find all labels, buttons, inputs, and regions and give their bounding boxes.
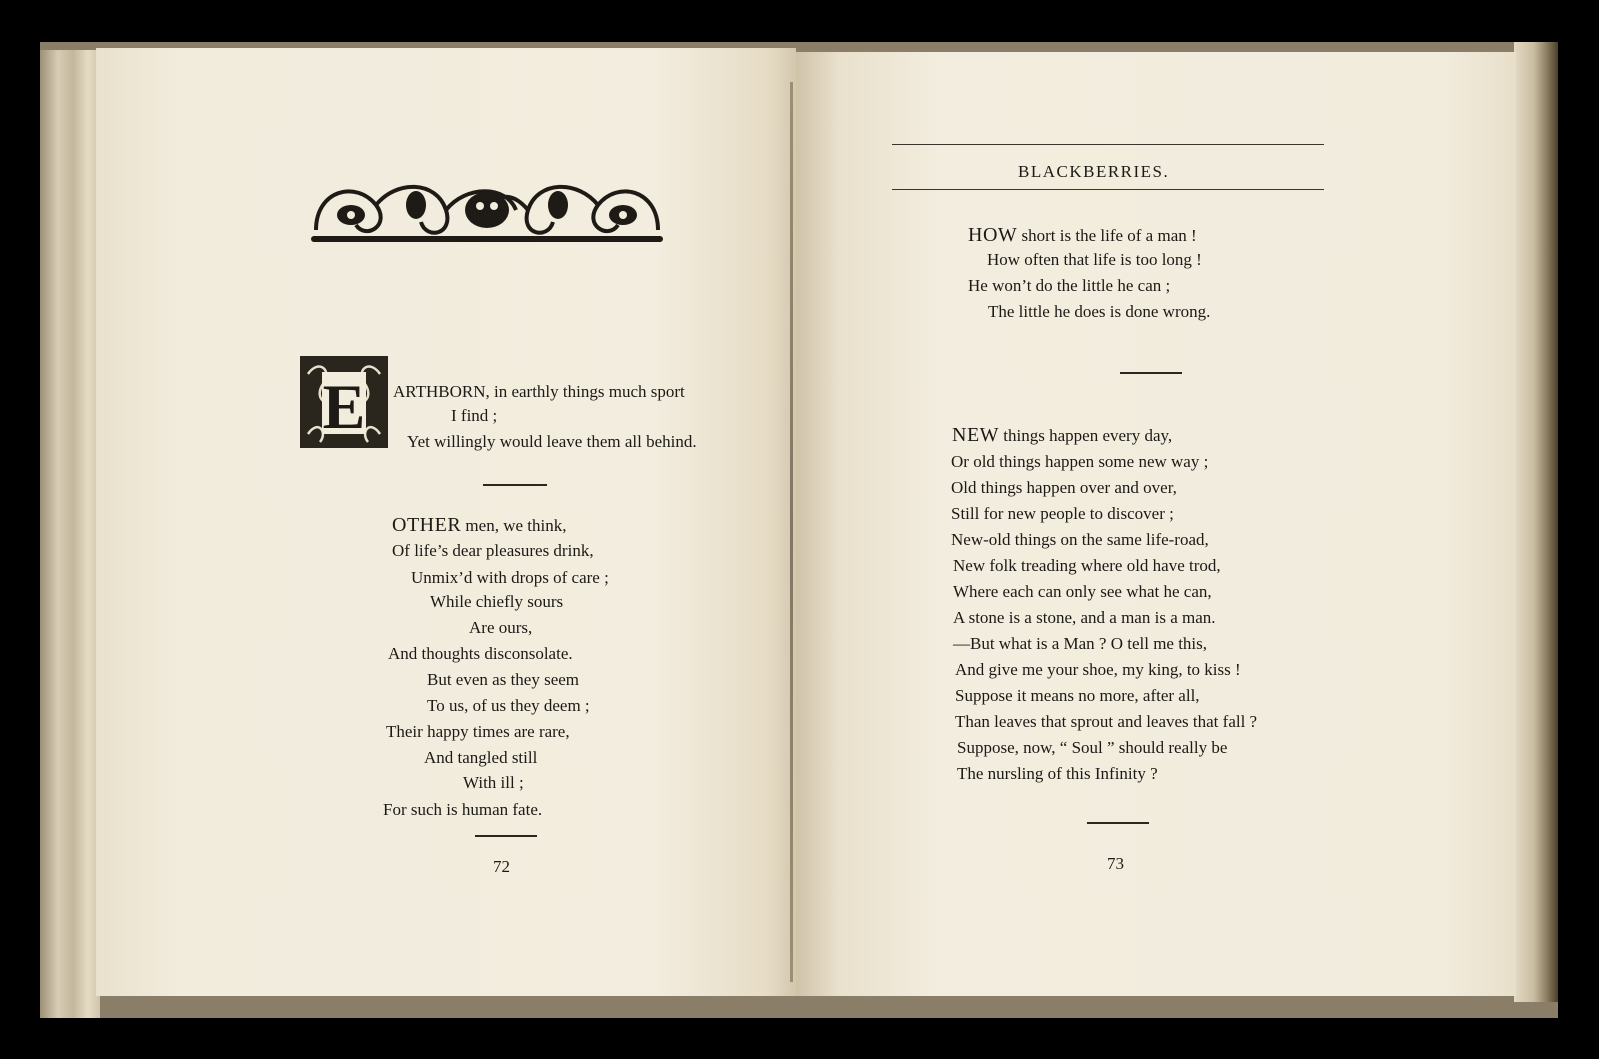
small-caps-word: HOW <box>968 224 1018 246</box>
poem-line: New-old things on the same life-road, <box>951 530 1209 549</box>
poem-line <box>952 424 1172 447</box>
left-page <box>96 48 796 996</box>
poem-line: Where each can only see what he can, <box>953 582 1212 601</box>
poem-line: Or old things happen some new way ; <box>951 452 1209 471</box>
left-page-edges <box>40 50 100 1018</box>
dropcap-letter: E <box>322 371 366 442</box>
poem-line <box>968 224 1197 247</box>
poem-line: He won’t do the little he can ; <box>968 276 1171 295</box>
header-rule-bottom <box>892 189 1324 190</box>
poem-line: Suppose, now, “ Soul ” should really be <box>957 738 1228 757</box>
poem-line: And thoughts disconsolate. <box>388 644 573 663</box>
poem-line: For such is human fate. <box>383 800 543 819</box>
poem-line: And give me your shoe, my king, to kiss ! <box>955 660 1241 679</box>
poem-line: But even as they seem <box>427 670 580 689</box>
section-divider <box>483 484 547 486</box>
running-head: BLACKBERRIES. <box>1018 162 1170 181</box>
right-page-edges <box>1514 42 1558 1002</box>
poem-line: New folk treading where old have trod, <box>953 556 1221 575</box>
poem-line: Still for new people to discover ; <box>951 504 1174 523</box>
small-caps-word: OTHER <box>392 514 462 536</box>
header-rule-top <box>892 144 1324 145</box>
poem-line: And tangled still <box>424 748 538 767</box>
page-number: 72 <box>493 857 510 876</box>
poem-line: The little he does is done wrong. <box>988 302 1211 321</box>
poem-line: Yet willingly would leave them all behind. <box>407 432 697 451</box>
gutter <box>790 82 793 982</box>
poem-line: Than leaves that sprout and leaves that fall ? <box>955 712 1258 731</box>
poem-line <box>392 514 566 537</box>
line-rest: things happen every day, <box>999 426 1173 445</box>
poem-line: —But what is a Man ? O tell me this, <box>953 634 1208 653</box>
poem-line: Suppose it means no more, after all, <box>955 686 1200 705</box>
poem-line: Their happy times are rare, <box>386 722 570 741</box>
section-divider <box>1120 372 1182 374</box>
poem-line: The nursling of this Infinity ? <box>957 764 1158 783</box>
poem-line: Of life’s dear pleasures drink, <box>392 541 594 560</box>
section-divider <box>1087 822 1149 824</box>
poem-line: With ill ; <box>463 773 524 792</box>
right-page <box>796 52 1516 996</box>
dropcap-initial-e <box>298 354 390 450</box>
line-rest: men, we think, <box>461 516 567 535</box>
ornament-headpiece-icon <box>306 170 668 252</box>
poem-line: Are ours, <box>469 618 533 637</box>
poem-line: While chiefly sours <box>430 592 564 611</box>
poem-line: I find ; <box>451 406 498 425</box>
poem-line: Old things happen over and over, <box>951 478 1177 497</box>
poem-line: ARTHBORN, in earthly things much sport <box>393 382 685 401</box>
poem-line: Unmix’d with drops of care ; <box>411 568 609 587</box>
poem-line: A stone is a stone, and a man is a man. <box>953 608 1216 627</box>
section-divider <box>475 835 537 837</box>
poem-line: To us, of us they deem ; <box>427 696 590 715</box>
page-number: 73 <box>1107 854 1124 873</box>
small-caps-word: NEW <box>952 424 1000 446</box>
line-rest: short is the life of a man ! <box>1017 226 1197 245</box>
open-book <box>40 42 1558 1018</box>
poem-line: How often that life is too long ! <box>987 250 1202 269</box>
